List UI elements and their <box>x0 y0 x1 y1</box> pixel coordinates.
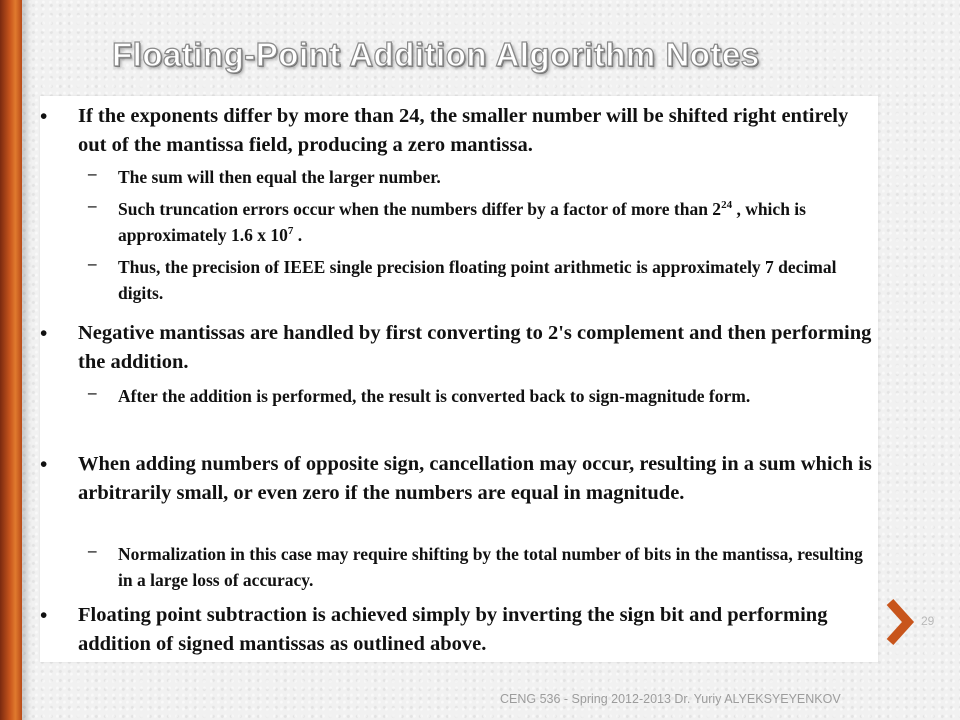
truncation-text-a: Such truncation errors occur when the numbers differ by a factor of more than 2 <box>118 199 722 219</box>
dash-marker: – <box>88 254 97 273</box>
bullet-marker: • <box>40 104 48 128</box>
dash-marker: – <box>88 164 97 183</box>
bullet-text: Negative mantissas are handled by first converting to 2's complement and then performing the addition. <box>78 322 872 373</box>
dash-marker: – <box>88 383 97 402</box>
left-bar-shadow <box>22 0 32 720</box>
left-accent-bar <box>0 0 22 720</box>
page-number: 29 <box>921 614 935 628</box>
sub-item-text: After the addition is performed, the result is converted back to sign-magnitude form. <box>118 386 751 406</box>
slide-footer: CENG 536 - Spring 2012-2013 Dr. Yuriy ALYEKSYEYENKOV <box>500 692 841 706</box>
bullet-text: Floating point subtraction is achieved simply by inverting the sign bit and performing addition of signed mantissas as outlined above. <box>78 604 828 655</box>
slide-content <box>40 96 878 662</box>
sub-item-text <box>118 196 872 248</box>
sub-item-text: The sum will then equal the larger number. <box>118 167 441 187</box>
sub-item-text: Normalization in this case may require shifting by the total number of bits in the mantissa, resulting in a large loss of accuracy. <box>118 544 863 590</box>
bullet-text: If the exponents differ by more than 24, the smaller number will be shifted right entirely out of the mantissa field, producing a zero mantissa. <box>78 105 849 156</box>
sub-item-text: Thus, the precision of IEEE single precision floating point arithmetic is approximately 7 decimal digits. <box>118 257 837 303</box>
exponent-24: 24 <box>721 199 733 212</box>
bullet-marker: • <box>40 452 48 476</box>
dash-marker: – <box>88 196 97 215</box>
truncation-text-c: . <box>293 225 303 245</box>
bullet-text: When adding numbers of opposite sign, cancellation may occur, resulting in a sum which is arbitrarily small, or even zero if the numbers are equal in magnitude. <box>78 453 872 504</box>
dash-marker: – <box>88 541 97 560</box>
exponent-7: 7 <box>287 225 294 238</box>
slide-title: Floating-Point Addition Algorithm Notes <box>112 36 760 73</box>
truncation-text-b: , which is approximately 1.6 x 10 <box>118 199 806 245</box>
chevron-right-icon[interactable] <box>882 598 918 646</box>
bullet-marker: • <box>40 603 48 627</box>
bullet-marker: • <box>40 321 48 345</box>
